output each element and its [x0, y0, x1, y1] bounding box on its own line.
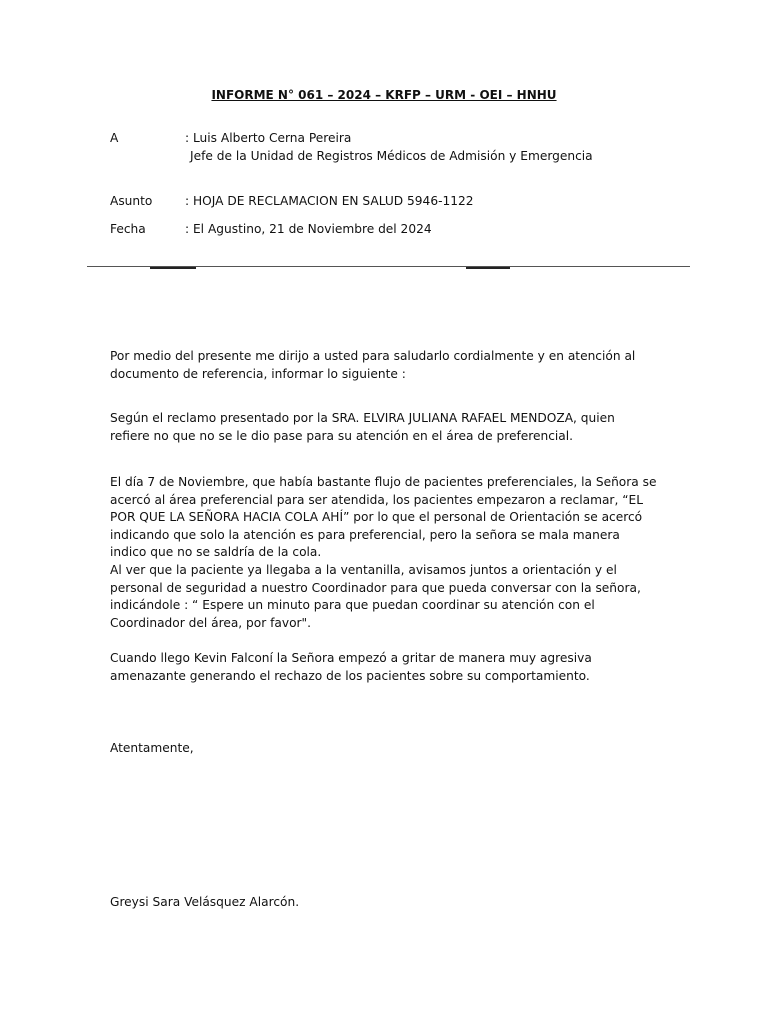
- recipient-label: A: [110, 131, 119, 145]
- divider-segment: [150, 267, 196, 269]
- date-block: [110, 222, 670, 240]
- claim-paragraph: [110, 410, 658, 445]
- date-label: Fecha: [110, 222, 146, 236]
- signature-name: Greysi Sara Velásquez Alarcón.: [110, 895, 300, 909]
- recipient-role: Jefe de la Unidad de Registros Médicos de Admisión y Emergencia: [190, 149, 593, 163]
- body-text-2: Al ver que la paciente ya llegaba a la ventanilla, avisamos juntos a orientación y el personal de seguridad a nuestro Coordinador para que pueda conversar con la señora, indicándole : “ Espere un minuto para que puedan coordinar su atención con el Coordinador del área, por favor".: [110, 562, 641, 630]
- recipient-name: : Luis Alberto Cerna Pereira: [185, 131, 352, 145]
- claim-text: Según el reclamo presentado por la SRA. ELVIRA JULIANA RAFAEL MENDOZA, quien refiere no que no se le dio pase para su atención en el área de preferencial.: [110, 411, 615, 443]
- recipient-block: [110, 131, 670, 167]
- signature-block: [110, 894, 658, 912]
- body-paragraph: [110, 474, 658, 632]
- body-text-1: El día 7 de Noviembre, que había bastante flujo de pacientes preferenciales, la Señora se acercó al área preferencial para ser atendida, los pacientes empezaron a reclamar, “EL POR QUE LA SEÑORA HACIA COLA AHÍ” por lo que el personal de Orientación se acercó indicando que solo la atención es para preferencial, pero la señora se mala manera indico que no se saldría de la cola.: [110, 475, 657, 560]
- intro-text: Por medio del presente me dirijo a usted para saludarlo cordialmente y en atención al documento de referencia, informar lo siguiente :: [110, 349, 636, 381]
- closing-text: Atentamente,: [110, 741, 194, 755]
- subject-label: Asunto: [110, 194, 153, 208]
- report-title: INFORME N° 061 – 2024 – KRFP – URM - OEI – HNHU: [211, 88, 557, 102]
- divider-segment: [466, 267, 510, 269]
- body-text-3: Cuando llego Kevin Falconí la Señora empezó a gritar de manera muy agresiva amenazante generando el rechazo de los pacientes sobre su comportamiento.: [110, 651, 592, 683]
- intro-paragraph: [110, 348, 658, 383]
- subject-block: [110, 194, 670, 212]
- incident-paragraph: [110, 650, 658, 685]
- date-value: : El Agustino, 21 de Noviembre del 2024: [185, 222, 432, 236]
- closing-paragraph: [110, 740, 658, 758]
- subject-value: : HOJA DE RECLAMACION EN SALUD 5946-1122: [185, 194, 474, 208]
